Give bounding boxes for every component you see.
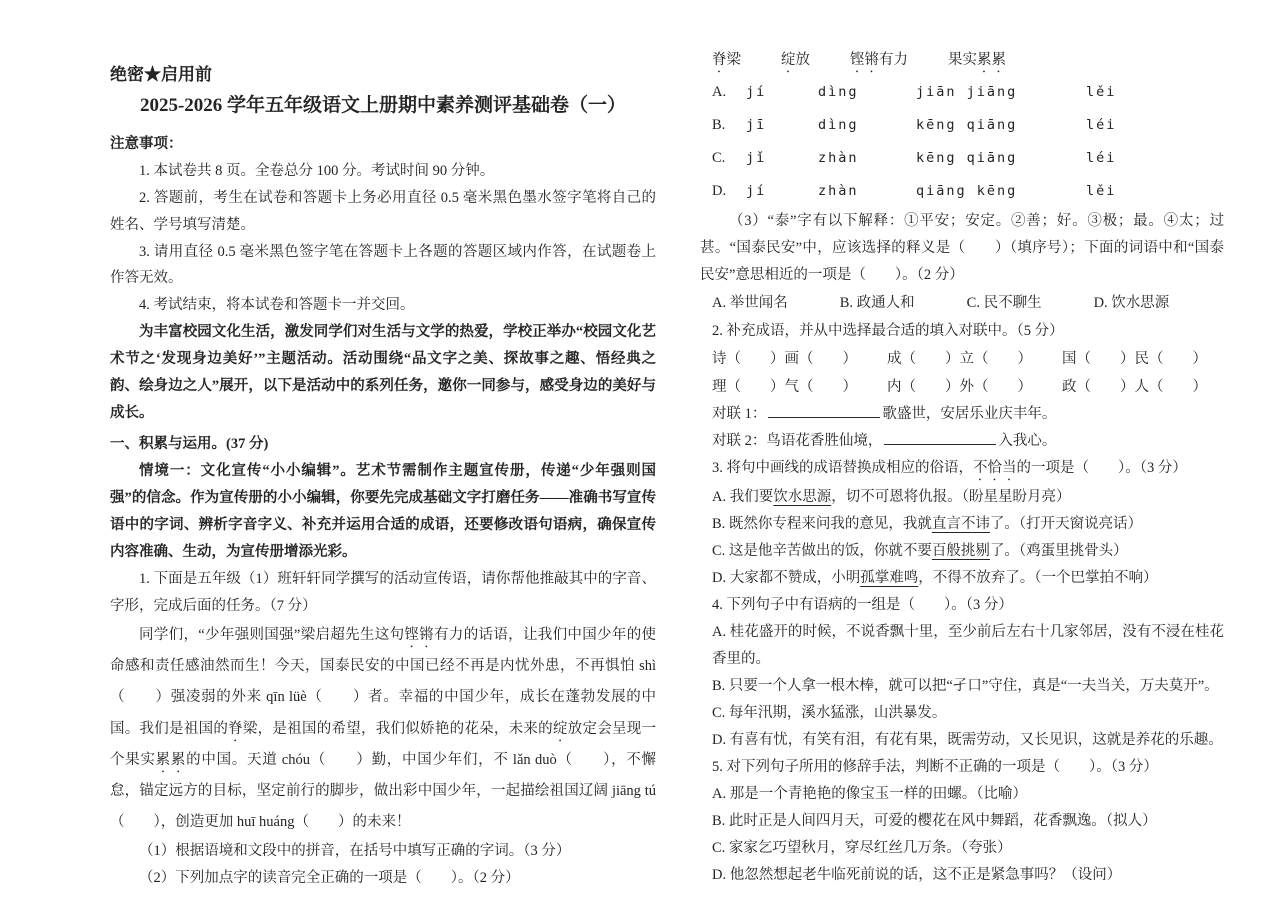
dotted-word: 绽放 (781, 52, 810, 68)
couplet-2: 对联 2：鸟语花香胜仙境， 入我心。 (700, 428, 1224, 455)
underlined-idiom: 百般挑剔 (931, 543, 990, 560)
q5-option-c: C. 家家乞巧望秋月，穿尽红丝几万条。（夸张） (712, 839, 1012, 856)
option-d: D. 饮水思源 (1093, 294, 1170, 311)
passage-dotted-word: 铿锵 (404, 627, 435, 644)
idiom-row-2 (700, 373, 1224, 401)
section1-heading: 一、积累与运用。(37 分) (110, 436, 269, 453)
q3-option-c: C. 这是他辛苦做出的饭，你就不要百般挑剔了。（鸡蛋里挑骨头） (712, 543, 1128, 560)
q3-stem-dotted: 不恰当 (973, 460, 1017, 477)
notice-item-2: 2. 答题前，考生在试卷和答题卡上务必用直径 0.5 毫米黑色墨水签字笔将自己的姓名、学号填写清楚。 (110, 189, 656, 233)
q1-sub3-stem: （3）“泰”字有以下解释：①平安；安定。②善；好。③极；最。④太；过甚。“国泰民安”中，应该选择的释义是（ ）（填序号）；下面的词语中和“国泰民安”意思相近的一项是（ ）。（2 分） (700, 213, 1224, 283)
scenario-paragraph: 情境一：文化宣传“小小编辑”。艺术节需制作主题宣传册，传递“少年强则国强”的信念。作为宣传册的小小编辑，你要先完成基础文字打磨任务——准确书写宣传语中的字词、辨析字音字义、补充并运用合适的成语，还要修改语句语病，确保宣传内容准确、生动，为宣传册增添光彩。 (110, 463, 656, 561)
idiom-blank-group: 内（ ）外（ ） (887, 379, 1032, 396)
right-column (700, 46, 1224, 889)
q4-option-c: C. 每年汛期，溪水猛涨，山洪暴发。 (712, 705, 947, 722)
answer-blank-line (884, 431, 996, 446)
underlined-idiom: 饮水思源 (773, 489, 832, 506)
passage-dotted-word: 脊 (228, 720, 243, 737)
dotted-word: 铿锵有力 (850, 52, 908, 68)
underlined-idiom: 直言不讳 (931, 516, 990, 533)
q5-option-a: A. 那是一个青艳艳的像宝玉一样的田螺。（比喻） (712, 786, 1027, 802)
q5-option-b: B. 此时正是人间四月天，可爱的樱花在风中舞蹈，花香飘逸。（拟人） (712, 812, 1157, 829)
passage-text: 梁，是祖国的希望，我们似娇艳的花朵，未来的 (242, 720, 553, 737)
q2-stem: 2. 补充成语，并从中选择最合适的填入对联中。（5 分） (712, 322, 1064, 339)
notice-item-3: 3. 请用直径 0.5 毫米黑色签字笔在答题卡上各题的答题区域内作答，在试题卷上作答无效。 (110, 243, 656, 287)
left-column (110, 60, 656, 892)
option-b: B. 政通人和 (839, 294, 915, 311)
passage-text: 同学们，“少年强则国强”梁启超先生这句 (139, 627, 405, 644)
passage-text: 放定会呈现一个果实 (110, 720, 657, 768)
q5-stem: 5. 对下列句子所用的修辞手法，判断不正确的一项是（ ）。（3 分） (712, 759, 1158, 776)
q1-passage (110, 620, 656, 838)
passage-dotted-word: 累累 (155, 751, 187, 768)
idiom-blank-group: 政（ ）人（ ） (1062, 379, 1207, 396)
notice-item-4: 4. 考试结束，将本试卷和答题卡一并交回。 (139, 297, 415, 314)
q4-option-b: B. 只要一个人拿一根木棒，就可以把“孑口”守住，真是“一夫当关，万夫莫开”。 (712, 678, 1219, 695)
option-c: C. 民不聊生 (966, 294, 1042, 311)
q3-option-a: A. 我们要饮水思源，切不可恩将仇报。（盼星星盼月亮） (712, 489, 1071, 506)
q1-stem: 1. 下面是五年级（1）班轩轩同学撰写的活动宣传语，请你帮他推敲其中的字音、字形，完成后面的任务。（7 分） (110, 571, 656, 615)
idiom-blank-group: 成（ ）立（ ） (887, 350, 1032, 367)
pinyin-option-b: B. jī dìng kēng qiāng léi (712, 117, 1117, 133)
q3-option-b: B. 既然你专程来问我的意见，我就直言不讳了。（打开天窗说亮话） (712, 516, 1143, 533)
passage-text: 有力的话语，让我们中国少年的使命感和责任感油然而生！今天，国泰民安的中国已经不再是内忧外患，不再惧怕 shì（ ）强凌弱的外来 qīn lüè（ ）者。幸福的中国少年，成长在蓬勃发展的中国。我们是祖国的 (110, 627, 657, 737)
passage-text: 的中国。天道 chóu（ ）勤，中国少年们，不 lǎn duò（ ），不懈怠，锚定远方的目标，坚定前行的脚步，做出彩中国少年，一起描绘祖国辽阔 jiāng tú（ ），创造更加 huī huáng（ ）的未来！ (110, 751, 657, 831)
page-title: 2025-2026 学年五年级语文上册期中素养测评基础卷（一） (139, 95, 627, 116)
q4-option-a: A. 桂花盛开的时候，不说香飘十里，至少前后左右十几家邻居，没有不浸在桂花香里的。 (712, 624, 1224, 668)
pinyin-option-a: A. jí dìng jiān jiāng lěi (712, 84, 1117, 100)
q4-option-d: D. 有喜有忧，有笑有泪，有花有果，既需劳动，又长见识，这就是养花的乐趣。 (712, 732, 1223, 749)
dotted-word: 脊梁 (712, 52, 741, 68)
underlined-idiom: 孤掌难鸣 (860, 570, 919, 587)
q4-stem: 4. 下列句子中有语病的一组是（ ）。（3 分） (712, 597, 1013, 614)
passage-dotted-word: 绽 (552, 720, 568, 737)
answer-blank-line (768, 404, 880, 419)
q3-option-d: D. 大家都不赞成，小明孤掌难鸣，不得不放弃了。（一个巴掌拍不响） (712, 570, 1158, 587)
q1-sub2: （2）下列加点字的读音完全正确的一项是（ ）。（2 分） (139, 870, 520, 887)
option-a: A. 举世闻名 (712, 294, 788, 311)
q1-sub3-options (700, 289, 1224, 318)
notice-item-1: 1. 本试卷共 8 页。全卷总分 100 分。考试时间 90 分钟。 (139, 162, 495, 179)
idiom-row-1 (700, 345, 1224, 373)
q5-option-d: D. 他忽然想起老牛临死前说的话，这不正是紧急事吗？（设问） (712, 866, 1122, 883)
classification-label: 绝密★启用前 (110, 65, 212, 84)
pinyin-option-d: D. jí zhàn qiāng kēng lěi (712, 183, 1117, 199)
dotted-word: 果实累累 (948, 52, 1006, 68)
idiom-blank-group: 理（ ）气（ ） (712, 379, 857, 396)
q3-stem: 3. 将句中画线的成语替换成相应的俗语，不恰当的一项是（ ）。（3 分） (712, 460, 1187, 477)
pinyin-option-c: C. jǐ zhàn kēng qiāng léi (712, 150, 1117, 166)
notices-heading: 注意事项： (110, 135, 183, 152)
couplet-1: 对联 1： 歌盛世，安居乐业庆丰年。 (700, 401, 1224, 428)
idiom-blank-group: 诗（ ）画（ ） (712, 350, 857, 367)
intro-paragraph: 为丰富校园文化生活，激发同学们对生活与文学的热爱，学校正举办“校园文化艺术节之‘发现身边美好’”主题活动。活动围绕“品文字之美、探故事之趣、悟经典之韵、绘身边之人”展开，以下是活动中的系列任务，邀你一同参与，感受身边的美好与成长。 (110, 324, 656, 422)
dotted-words-row (700, 46, 1224, 76)
q1-sub1: （1）根据语境和文段中的拼音，在括号中填写正确的字词。（3 分） (139, 843, 571, 860)
idiom-blank-group: 国（ ）民（ ） (1062, 350, 1207, 367)
